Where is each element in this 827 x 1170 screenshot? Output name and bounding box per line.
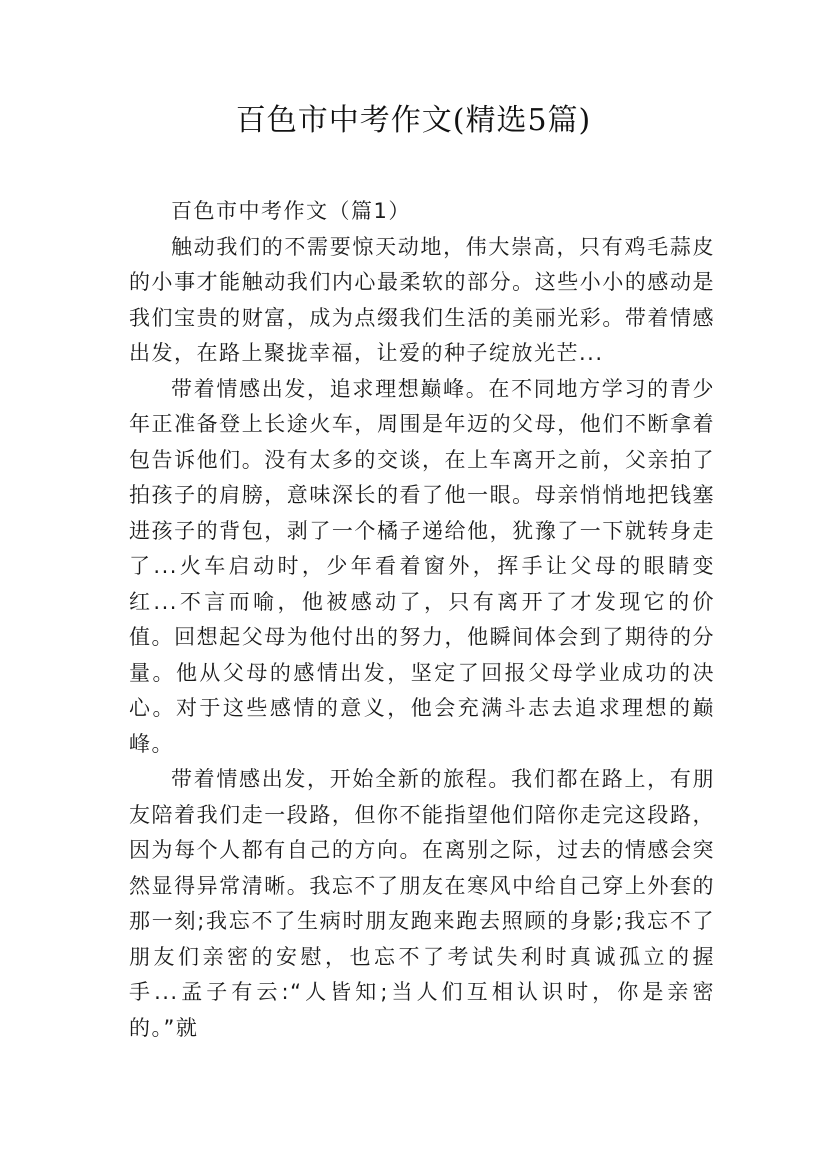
paragraph-2: 带着情感出发，追求理想巅峰。在不同地方学习的青少年正准备登上长途火车，周围是年迈的父母，他们不断拿着包告诉他们。没有太多的交谈，在上车离开之前，父亲拍了拍孩子的肩膀，意味深长的看了他一眼。母亲悄悄地把钱塞进孩子的背包，剥了一个橘子递给他，犹豫了一下就转身走了...火车启动时，少年看着窗外，挥手让父母的眼睛变红...不言而喻，他被感动了，只有离开了才发现它的价值。回想起父母为他付出的努力，他瞬间体会到了期待的分量。他从父母的感情出发，坚定了回报父母学业成功的决心。对于这些感情的意义，他会充满斗志去追求理想的巅峰。 bbox=[129, 376, 715, 756]
document-body bbox=[129, 194, 715, 1046]
section-heading: 百色市中考作文（篇1） bbox=[171, 199, 411, 223]
paragraph-1: 触动我们的不需要惊天动地，伟大崇高，只有鸡毛蒜皮的小事才能触动我们内心最柔软的部分。这些小小的感动是我们宝贵的财富，成为点缀我们生活的美丽光彩。带着情感出发，在路上聚拢幸福，让爱的种子绽放光芒... bbox=[129, 234, 715, 365]
document-title: 百色市中考作文(精选5篇) bbox=[235, 103, 592, 138]
paragraph-3: 带着情感出发，开始全新的旅程。我们都在路上，有朋友陪着我们走一段路，但你不能指望他们陪你走完这段路，因为每个人都有自己的方向。在离别之际，过去的情感会突然显得异常清晰。我忘不了朋友在寒风中给自己穿上外套的那一刻;我忘不了生病时朋友跑来跑去照顾的身影;我忘不了朋友们亲密的安慰，也忘不了考试失利时真诚孤立的握手...孟子有云:“人皆知;当人们互相认识时，你是亲密的。”就 bbox=[129, 767, 715, 1040]
